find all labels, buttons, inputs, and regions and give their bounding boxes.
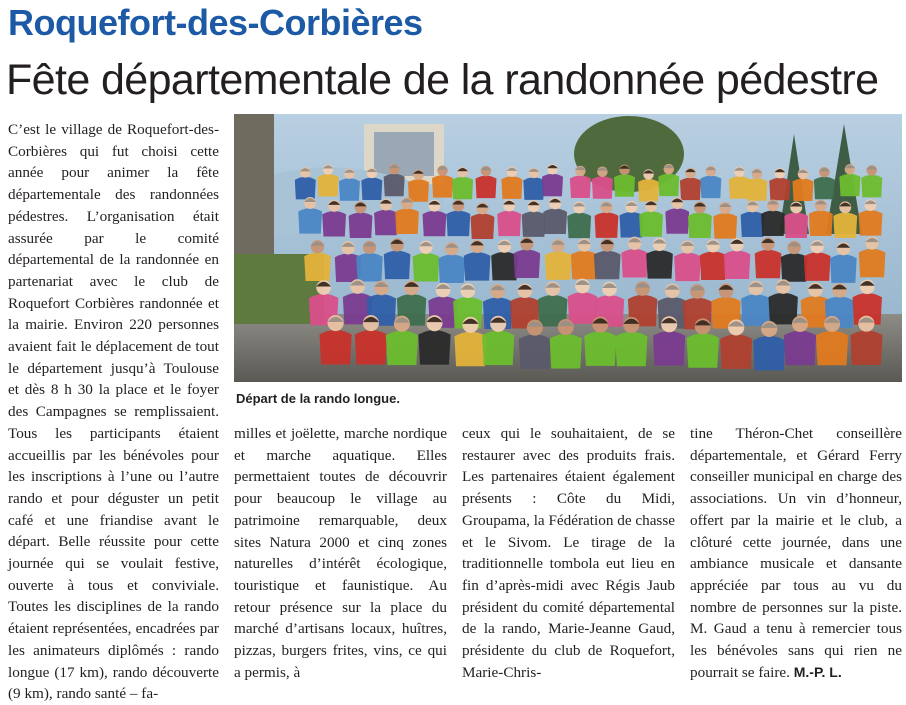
article-kicker: Roquefort-des-Corbières (8, 2, 423, 43)
article-column-2: milles et joëlette, marche nordique et marche aquatique. Elles permettaient toutes de découvrir pour beaucoup le village au patrimoine remarquable, deux sites Natura 2000 et cinq zones naturelles d’intérêt écologique, touristique et faunistique. Au retour présence sur la place du marché d’artisans locaux, huîtres, pizzas, burgers frites, vins, ce qui a permis, à (234, 425, 447, 681)
article-column-3: ceux qui le souhaitaient, de se restaurer avec des produits frais. Les partenaires étaient également présents : Côte du Midi, Groupama, la Fédération de chasse et le Sivom. Le tirage de la traditionnelle tombola eut lieu en fin d’après-midi avec Régis Jaub président du comité départemental de la rando, Marie-Jeanne Gaud, présidente du club de Roquefort, Marie-Chris- (462, 425, 675, 681)
article-column-4-text: tine Théron-Chet conseillère départementale, et Gérard Ferry conseiller municipal en charge des associations. Un vin d’honneur, offert par la mairie et le club, a clôturé cette journée, dans une ambiance musicale et dansante appréciée par tous au vu du nombre de personnes sur la piste. M. Gaud a tenu à remercier tous les bénévoles sans qui rien ne pourrait se faire. (690, 425, 902, 681)
group-photo (234, 114, 902, 382)
photo-caption: Départ de la rando longue. (236, 391, 400, 406)
article-signature: M.-P. L. (793, 663, 842, 680)
article-column-1: C’est le village de Roquefort-des-Corbières qui fut choisi cette année pour animer la fête départementale des randonnées pédestres. L’organisation était assurée par le comité départemental de la randonnée en partenariat avec le club de Roquefort Corbières randonnée et la mairie. Environ 220 personnes avaient fait le déplacement de tout le département jusqu’à Toulouse et dès 8 h 30 la place et le foyer des Campagnes se remplissaient. Tous les participants étaient accueillis par les bénévoles pour les inscriptions à l’une ou l’autre rando et pour déguster un petit café et une friandise avant le départ. Belle réussite pour cette journée qui se voulait festive, ouverte à tous et conviviale. Toutes les disciplines de la rando étaient représentées, encadrées par les animateurs diplômés : rando longue (17 km), rando découverte (9 km), rando santé – fa- (8, 121, 219, 703)
article-headline: Fête départementale de la randonnée pédestre (6, 56, 879, 104)
article-column-4 (690, 423, 902, 683)
